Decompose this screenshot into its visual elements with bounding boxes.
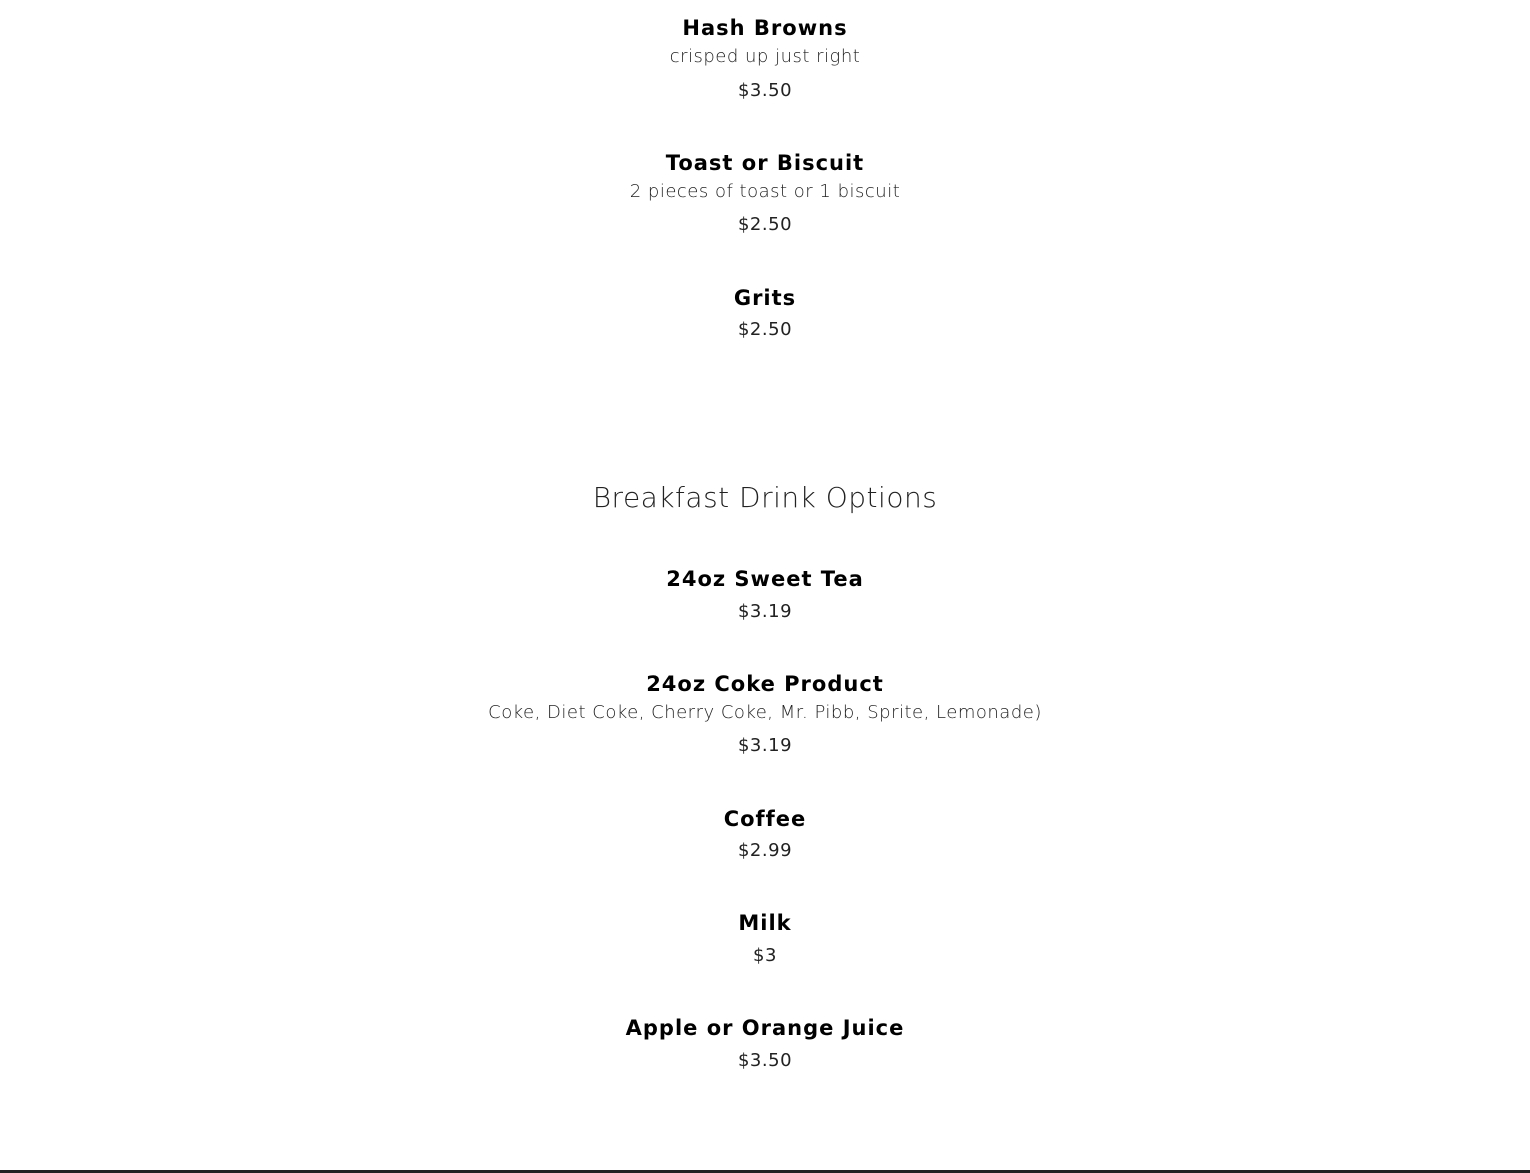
item-description: crisped up just right xyxy=(669,46,861,67)
item-name: Grits xyxy=(733,286,797,310)
item-name: Coffee xyxy=(723,807,807,831)
item-name: 24oz Sweet Tea xyxy=(666,567,864,591)
item-name: Hash Browns xyxy=(682,16,848,40)
item-price: $2.50 xyxy=(737,214,793,235)
item-price: $3.50 xyxy=(737,80,793,101)
item-price: $2.99 xyxy=(737,840,793,861)
item-name: Apple or Orange Juice xyxy=(625,1016,905,1040)
item-description: 2 pieces of toast or 1 biscuit xyxy=(629,181,901,202)
item-price: $2.50 xyxy=(737,319,793,340)
item-name: 24oz Coke Product xyxy=(646,672,884,696)
item-price: $3.19 xyxy=(737,601,793,622)
item-name: Milk xyxy=(738,911,792,935)
section-title-drinks: Breakfast Drink Options xyxy=(592,481,938,514)
item-name: Toast or Biscuit xyxy=(665,151,865,175)
item-price: $3 xyxy=(753,945,777,966)
item-price: $3.50 xyxy=(737,1050,793,1071)
item-price: $3.19 xyxy=(737,735,793,756)
item-description: Coke, Diet Coke, Cherry Coke, Mr. Pibb, Sprite, Lemonade) xyxy=(488,702,1042,723)
